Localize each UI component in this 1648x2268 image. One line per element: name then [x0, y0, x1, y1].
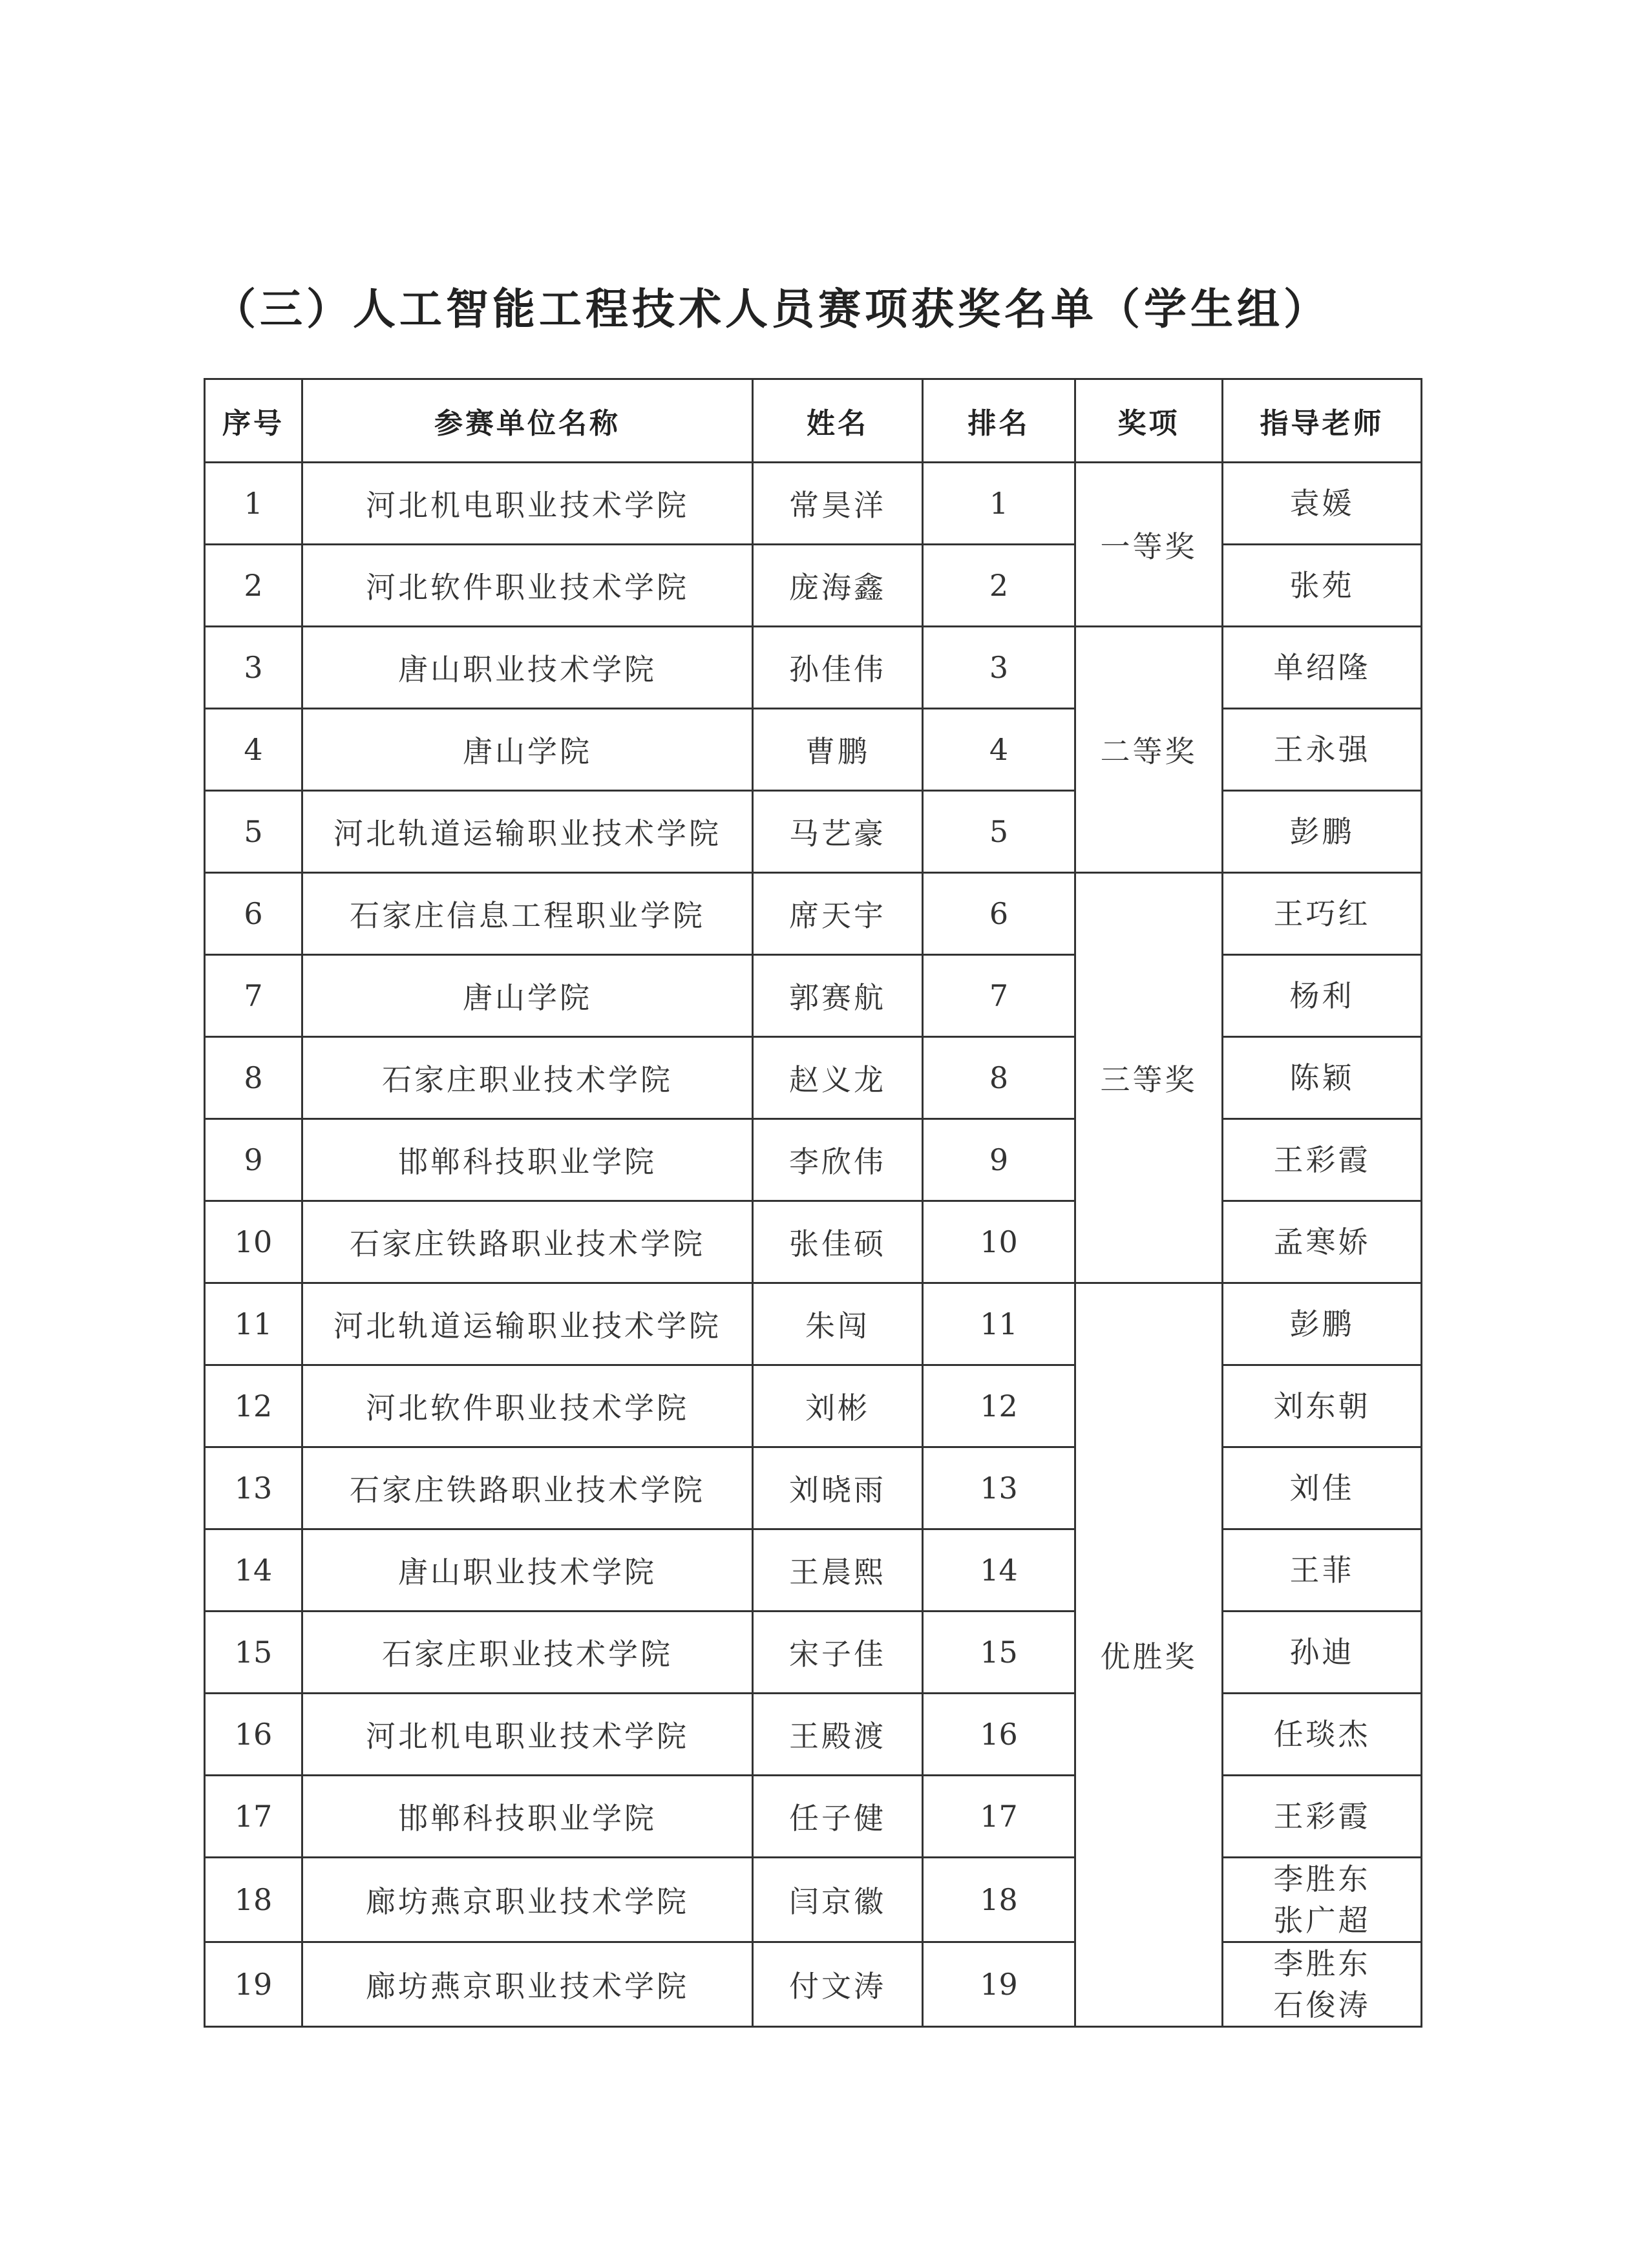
cell-seq: 1 [205, 463, 302, 545]
table-row [205, 1037, 1422, 1119]
table-row [205, 791, 1422, 873]
cell-seq: 15 [205, 1612, 302, 1694]
cell-teacher [1223, 873, 1422, 955]
cell-name: 王晨熙 [753, 1529, 923, 1612]
cell-seq: 13 [205, 1447, 302, 1529]
cell-unit: 河北软件职业技术学院 [302, 545, 753, 627]
teacher-name: 任琰杰 [1273, 1717, 1371, 1752]
cell-rank: 15 [923, 1612, 1075, 1694]
cell-teacher [1223, 463, 1422, 545]
cell-teacher [1223, 545, 1422, 627]
table-row [205, 1776, 1422, 1858]
cell-name: 刘晓雨 [753, 1447, 923, 1529]
cell-unit: 唐山学院 [302, 955, 753, 1037]
cell-teacher [1223, 1776, 1422, 1858]
teacher-name: 王彩霞 [1273, 1142, 1371, 1177]
cell-teacher [1223, 1283, 1422, 1365]
cell-seq: 19 [205, 1942, 302, 2027]
teacher-name: 陈颖 [1289, 1060, 1355, 1095]
cell-name: 席天宇 [753, 873, 923, 955]
cell-rank: 2 [923, 545, 1075, 627]
cell-name: 宋子佳 [753, 1612, 923, 1694]
cell-name: 常昊洋 [753, 463, 923, 545]
cell-seq: 12 [205, 1365, 302, 1447]
cell-seq: 17 [205, 1776, 302, 1858]
cell-rank: 10 [923, 1201, 1075, 1283]
cell-name: 曹鹏 [753, 709, 923, 791]
cell-teacher [1223, 1612, 1422, 1694]
page-title: （三）人工智能工程技术人员赛项获奖名单（学生组） [213, 284, 1330, 334]
header-unit: 参赛单位名称 [302, 379, 753, 463]
cell-unit: 河北机电职业技术学院 [302, 1694, 753, 1776]
table-row [205, 1283, 1422, 1365]
cell-rank: 6 [923, 873, 1075, 955]
cell-teacher [1223, 1037, 1422, 1119]
cell-name: 孙佳伟 [753, 627, 923, 709]
cell-teacher [1223, 627, 1422, 709]
cell-teacher [1223, 709, 1422, 791]
cell-unit: 石家庄职业技术学院 [302, 1612, 753, 1694]
cell-name: 庞海鑫 [753, 545, 923, 627]
cell-teacher [1223, 1858, 1422, 1942]
cell-name: 王殿渡 [753, 1694, 923, 1776]
cell-rank: 18 [923, 1858, 1075, 1942]
cell-rank: 19 [923, 1942, 1075, 2027]
cell-unit: 石家庄信息工程职业学院 [302, 873, 753, 955]
cell-seq: 5 [205, 791, 302, 873]
table-row [205, 1694, 1422, 1776]
cell-award: 二等奖 [1075, 627, 1223, 873]
cell-teacher [1223, 1529, 1422, 1612]
award-table [204, 378, 1422, 2028]
header-seq: 序号 [205, 379, 302, 463]
cell-name: 刘彬 [753, 1365, 923, 1447]
teacher-name: 彭鹏 [1289, 1307, 1355, 1341]
cell-seq: 16 [205, 1694, 302, 1776]
cell-unit: 邯郸科技职业学院 [302, 1776, 753, 1858]
table-row [205, 1858, 1422, 1942]
cell-rank: 13 [923, 1447, 1075, 1529]
cell-name: 付文涛 [753, 1942, 923, 2027]
cell-seq: 10 [205, 1201, 302, 1283]
cell-rank: 9 [923, 1119, 1075, 1201]
cell-seq: 2 [205, 545, 302, 627]
table-row [205, 1201, 1422, 1283]
cell-teacher [1223, 1942, 1422, 2027]
teacher-name: 王彩霞 [1273, 1799, 1371, 1834]
teacher-name: 袁媛 [1289, 486, 1355, 521]
cell-unit: 石家庄铁路职业技术学院 [302, 1201, 753, 1283]
table-row [205, 545, 1422, 627]
teacher-name: 李胜东 [1273, 1946, 1371, 1981]
table-row [205, 1612, 1422, 1694]
table-row [205, 627, 1422, 709]
cell-rank: 17 [923, 1776, 1075, 1858]
cell-seq: 3 [205, 627, 302, 709]
teacher-name: 孙迪 [1289, 1635, 1355, 1670]
teacher-name: 孟寒娇 [1273, 1224, 1371, 1259]
header-award: 奖项 [1075, 379, 1223, 463]
cell-teacher [1223, 1119, 1422, 1201]
cell-teacher [1223, 1694, 1422, 1776]
header-rank: 排名 [923, 379, 1075, 463]
cell-rank: 4 [923, 709, 1075, 791]
table-row [205, 1447, 1422, 1529]
header-name: 姓名 [753, 379, 923, 463]
cell-rank: 7 [923, 955, 1075, 1037]
table-body [205, 463, 1422, 2027]
table-row [205, 955, 1422, 1037]
cell-seq: 4 [205, 709, 302, 791]
cell-teacher [1223, 955, 1422, 1037]
cell-seq: 18 [205, 1858, 302, 1942]
cell-unit: 邯郸科技职业学院 [302, 1119, 753, 1201]
teacher-name: 单绍隆 [1273, 650, 1371, 685]
cell-award: 一等奖 [1075, 463, 1223, 627]
cell-rank: 11 [923, 1283, 1075, 1365]
cell-unit: 唐山职业技术学院 [302, 1529, 753, 1612]
cell-teacher [1223, 791, 1422, 873]
teacher-name: 李胜东 [1273, 1862, 1371, 1896]
cell-seq: 9 [205, 1119, 302, 1201]
cell-name: 任子健 [753, 1776, 923, 1858]
teacher-name: 王菲 [1289, 1553, 1355, 1588]
cell-name: 张佳硕 [753, 1201, 923, 1283]
teacher-name: 杨利 [1289, 978, 1355, 1013]
cell-seq: 6 [205, 873, 302, 955]
cell-name: 朱闯 [753, 1283, 923, 1365]
table-row [205, 1365, 1422, 1447]
cell-name: 赵义龙 [753, 1037, 923, 1119]
cell-unit: 河北轨道运输职业技术学院 [302, 791, 753, 873]
cell-award: 优胜奖 [1075, 1283, 1223, 2027]
cell-unit: 石家庄职业技术学院 [302, 1037, 753, 1119]
cell-award: 三等奖 [1075, 873, 1223, 1283]
cell-seq: 11 [205, 1283, 302, 1365]
cell-unit: 唐山职业技术学院 [302, 627, 753, 709]
cell-unit: 唐山学院 [302, 709, 753, 791]
cell-name: 郭赛航 [753, 955, 923, 1037]
cell-unit: 石家庄铁路职业技术学院 [302, 1447, 753, 1529]
cell-teacher [1223, 1201, 1422, 1283]
table-row [205, 463, 1422, 545]
cell-rank: 8 [923, 1037, 1075, 1119]
cell-rank: 1 [923, 463, 1075, 545]
teacher-name: 张广超 [1273, 1903, 1371, 1938]
cell-unit: 河北机电职业技术学院 [302, 463, 753, 545]
table-row [205, 709, 1422, 791]
cell-teacher [1223, 1365, 1422, 1447]
cell-name: 李欣伟 [753, 1119, 923, 1201]
table-row [205, 1119, 1422, 1201]
cell-seq: 8 [205, 1037, 302, 1119]
cell-rank: 16 [923, 1694, 1075, 1776]
table-row [205, 873, 1422, 955]
teacher-name: 刘佳 [1289, 1471, 1355, 1506]
cell-seq: 7 [205, 955, 302, 1037]
cell-rank: 12 [923, 1365, 1075, 1447]
cell-name: 闫京徽 [753, 1858, 923, 1942]
teacher-name: 石俊涛 [1273, 1988, 1371, 2022]
header-teacher: 指导老师 [1223, 379, 1422, 463]
cell-unit: 廊坊燕京职业技术学院 [302, 1858, 753, 1942]
table-header-row [205, 379, 1422, 463]
teacher-name: 张苑 [1289, 568, 1355, 603]
cell-unit: 河北轨道运输职业技术学院 [302, 1283, 753, 1365]
cell-rank: 5 [923, 791, 1075, 873]
cell-name: 马艺豪 [753, 791, 923, 873]
teacher-name: 王永强 [1273, 732, 1371, 767]
cell-unit: 廊坊燕京职业技术学院 [302, 1942, 753, 2027]
table-row [205, 1942, 1422, 2027]
cell-rank: 14 [923, 1529, 1075, 1612]
teacher-name: 彭鹏 [1289, 814, 1355, 849]
table-row [205, 1529, 1422, 1612]
teacher-name: 王巧红 [1273, 896, 1371, 931]
cell-unit: 河北软件职业技术学院 [302, 1365, 753, 1447]
cell-seq: 14 [205, 1529, 302, 1612]
cell-teacher [1223, 1447, 1422, 1529]
teacher-name: 刘东朝 [1273, 1389, 1371, 1423]
cell-rank: 3 [923, 627, 1075, 709]
